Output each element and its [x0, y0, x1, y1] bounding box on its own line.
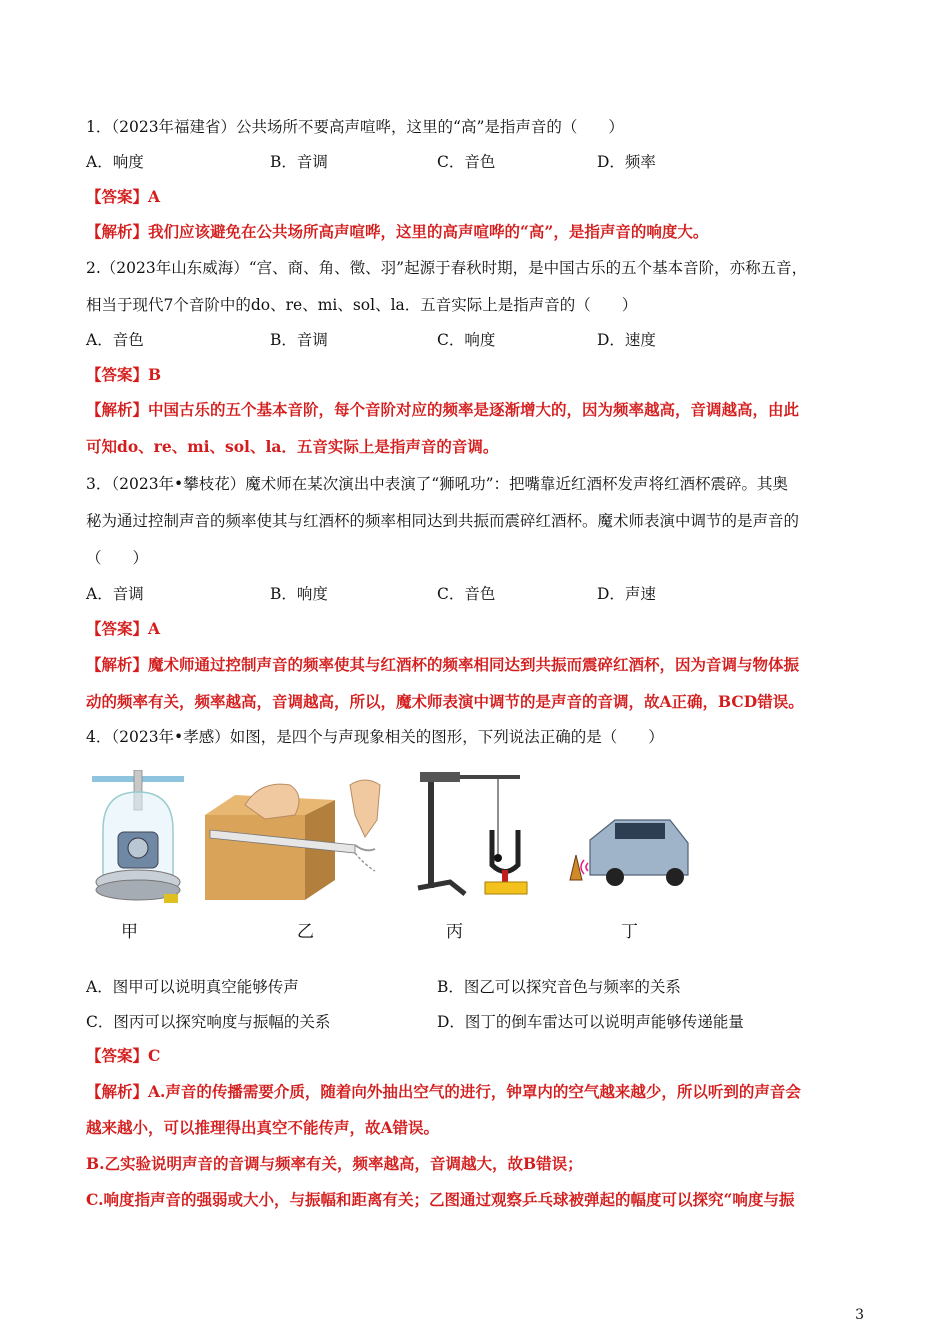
q3-option-b: B．响度: [270, 585, 328, 603]
q2-option-b: B．音调: [270, 331, 328, 349]
q4-option-d: D．图丁的倒车雷达可以说明声能够传递能量: [437, 1013, 744, 1031]
figure-ruler-on-table: [205, 775, 390, 900]
figure-bell-jar: [88, 770, 188, 910]
q1-option-b: B．音调: [270, 153, 328, 171]
q3-stem-line-3: （ ）: [86, 549, 149, 567]
q1-option-a: A．响度: [86, 153, 144, 171]
figure-tuning-fork: [410, 770, 535, 900]
q3-option-d: D．声速: [597, 585, 656, 603]
q4-analysis-line-2: 越来越小，可以推理得出真空不能传声，故A错误。: [86, 1118, 440, 1137]
caption-ding: 丁: [621, 922, 638, 942]
q1-option-c: C．音色: [437, 153, 496, 171]
q4-analysis-line-3: B.乙实验说明声音的音调与频率有关，频率越高，音调越大，故B错误；: [86, 1154, 583, 1173]
figure-reversing-car: [560, 815, 695, 895]
q3-option-c: C．音色: [437, 585, 496, 603]
q4-option-b: B．图乙可以探究音色与频率的关系: [437, 978, 681, 996]
caption-jia: 甲: [121, 922, 138, 942]
q4-analysis-line-4: C.响度指声音的强弱或大小，与振幅和距离有关；乙图通过观察乒乓球被弹起的幅度可以探究“响度与振: [86, 1190, 795, 1209]
q1-stem: 1．（2023年福建省）公共场所不要高声喧哗，这里的“高”是指声音的（ ）: [86, 118, 624, 136]
q3-option-a: A．音调: [86, 585, 144, 603]
q3-stem-line-2: 秘为通过控制声音的频率使其与红酒杯的频率相同达到共振而震碎红酒杯。魔术师表演中调节的是声音的: [86, 512, 800, 530]
page-number: 3: [855, 1307, 864, 1323]
q3-analysis-line-2: 动的频率有关，频率越高，音调越高，所以，魔术师表演中调节的是声音的音调，故A正确，BCD错误。: [86, 692, 804, 711]
q4-stem: 4．（2023年•孝感）如图，是四个与声现象相关的图形，下列说法正确的是（ ）: [86, 728, 664, 746]
q4-analysis-line-1: 【解析】A.声音的传播需要介质，随着向外抽出空气的进行，钟罩内的空气越来越少，所以听到的声音会: [86, 1082, 801, 1101]
q3-answer: 【答案】A: [86, 619, 161, 638]
q2-option-c: C．响度: [437, 331, 496, 349]
q2-option-d: D．速度: [597, 331, 656, 349]
q3-analysis-line-1: 【解析】魔术师通过控制声音的频率使其与红酒杯的频率相同达到共振而震碎红酒杯，因为音调与物体振: [86, 655, 800, 674]
q1-analysis: 【解析】我们应该避免在公共场所高声喧哗，这里的高声喧哗的“高”，是指声音的响度大。: [86, 222, 709, 241]
q2-analysis-line-1: 【解析】中国古乐的五个基本音阶，每个音阶对应的频率是逐渐增大的，因为频率越高，音调越高，由此: [86, 400, 800, 419]
q2-answer: 【答案】B: [86, 365, 162, 384]
q3-stem-line-1: 3．（2023年•攀枝花）魔术师在某次演出中表演了“狮吼功”：把嘴靠近红酒杯发声将红酒杯震碎。其奥: [86, 475, 789, 493]
q2-analysis-line-2: 可知do、re、mi、sol、la．五音实际上是指声音的音调。: [86, 437, 499, 456]
q2-option-a: A．音色: [86, 331, 144, 349]
q4-option-a: A．图甲可以说明真空能够传声: [86, 978, 299, 996]
q1-answer: 【答案】A: [86, 187, 161, 206]
q2-stem-line-2: 相当于现代7个音阶中的do、re、mi、sol、la．五音实际上是指声音的（ ）: [86, 296, 638, 314]
caption-bing: 丙: [446, 922, 463, 942]
caption-yi: 乙: [297, 922, 314, 942]
q4-answer: 【答案】C: [86, 1046, 161, 1065]
q1-option-d: D．频率: [597, 153, 656, 171]
q4-option-c: C．图丙可以探究响度与振幅的关系: [86, 1013, 331, 1031]
q2-stem-line-1: 2.（2023年山东威海）“宫、商、角、徵、羽”起源于春秋时期，是中国古乐的五个基本音阶，亦称五音，: [86, 259, 808, 277]
